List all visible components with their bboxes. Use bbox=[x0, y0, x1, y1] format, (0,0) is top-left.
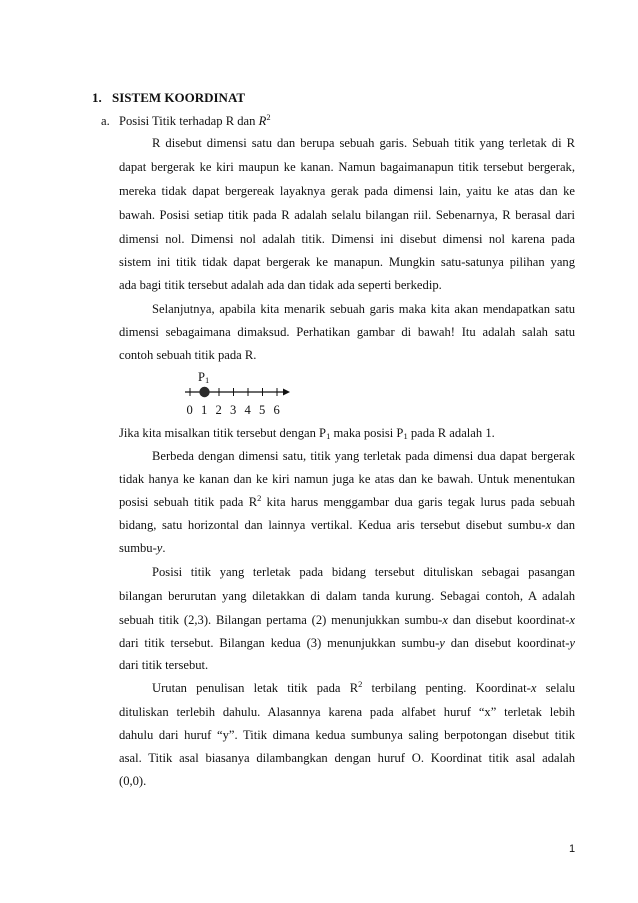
para6-line2: dituliskan terlebih dahulu. Alasannya karena pada alfabet huruf “x” terletak lebih bbox=[119, 705, 575, 719]
para1-line7: ada bagi titik tersebut adalah ada dan tidak ada seperti berkedip. bbox=[119, 278, 442, 292]
para4-line4: bidang, satu horizontal dan lainnya vertikal. Kedua aris tersebut disebut sumbu-x dan bbox=[119, 518, 575, 532]
tick-label: 6 bbox=[273, 403, 280, 417]
para5-line3: sebuah titik (2,3). Bilangan pertama (2) menunjukkan sumbu-x dan disebut koordinat-x bbox=[119, 613, 575, 627]
point-label: $P_1$ bbox=[198, 370, 210, 385]
para2-line1: Selanjutnya, apabila kita menarik sebuah garis maka kita akan mendapatkan satu bbox=[152, 302, 575, 316]
para5-line2: bilangan berurutan yang diletakkan di dalam tanda kurung. Sebagai contoh, A adalah bbox=[119, 589, 575, 603]
para3-line: Jika kita misalkan titik tersebut dengan $P_1$ maka posisi $P_1$ pada R adalah 1. bbox=[119, 426, 495, 441]
section-title: SISTEM KOORDINAT bbox=[112, 90, 246, 105]
para4-line3: posisi sebuah titik pada $R^2$ kita harus menggambar dua garis tegak lurus pada sebuah bbox=[119, 493, 575, 509]
tick-label: 4 bbox=[244, 403, 251, 417]
tick-label: 3 bbox=[230, 403, 237, 417]
para5-line5: dari titik tersebut. bbox=[119, 658, 209, 672]
para6-line4: asal. Titik asal biasanya dilambangkan dengan huruf O. Koordinat titik asal adalah bbox=[119, 751, 575, 765]
para2-line2: dimensi sebagaimana dimaksud. Perhatikan gambar di bawah! Itu adalah salah satu bbox=[119, 325, 575, 339]
subsection-title: Posisi Titik terhadap R dan $R^2$ bbox=[119, 112, 271, 128]
point-p1 bbox=[199, 387, 209, 397]
number-line-figure bbox=[180, 382, 310, 402]
para5-line4: dari titik tersebut. Bilangan kedua (3) menunjukkan sumbu-y dan disebut koordinat-y bbox=[119, 636, 576, 650]
para6-line3: dahulu dari huruf “y”. Titik dimana kedua sumbunya saling berpotongan disebut titik bbox=[119, 728, 575, 742]
page-number: 1 bbox=[569, 843, 576, 855]
subsection-marker: a. bbox=[101, 114, 110, 128]
tick-label: 2 bbox=[215, 403, 222, 417]
tick-label: 1 bbox=[201, 403, 208, 417]
number-line-arrow bbox=[283, 389, 290, 396]
para4-line5: sumbu-y. bbox=[119, 541, 166, 555]
para1-line3: mereka tidak dapat bergereak layaknya gerak pada dimensi lain, yaitu ke atas dan ke bbox=[119, 184, 575, 198]
tick-label: 0 bbox=[186, 403, 193, 417]
para2-line3: contoh sebuah titik pada R. bbox=[119, 348, 257, 362]
para1-line1: R disebut dimensi satu dan berupa sebuah garis. Sebuah titik yang terletak di R bbox=[152, 136, 575, 150]
para1-line4: bawah. Posisi setiap titik pada R adalah selalu bilangan riil. Sebenarnya, R berasal dari bbox=[119, 208, 575, 222]
para5-line1: Posisi titik yang terletak pada bidang tersebut dituliskan sebagai pasangan bbox=[152, 565, 575, 579]
tick-label: 5 bbox=[259, 403, 266, 417]
para1-line6: sistem ini titik tidak dapat bergerak ke manapun. Mungkin satu-satunya pilihan yang bbox=[119, 255, 575, 269]
para6-line5: (0,0). bbox=[119, 774, 147, 788]
para6-line1: Urutan penulisan letak titik pada $R^2$ terbilang penting. Koordinat-x selalu bbox=[152, 679, 575, 695]
para1-line5: dimensi nol. Dimensi nol adalah titik. Dimensi ini disebut dimensi nol karena pada bbox=[119, 232, 575, 246]
para4-line2: tidak hanya ke kanan dan ke kiri namun juga ke atas dan ke bawah. Untuk menentukan bbox=[119, 472, 575, 486]
para1-line2: dapat bergerak ke kiri maupun ke kanan. Namun bagaimanapun titik tersebut bergerak, bbox=[119, 160, 575, 174]
para4-line1: Berbeda dengan dimensi satu, titik yang terletak pada dimensi dua dapat bergerak bbox=[152, 449, 575, 463]
section-number: 1. bbox=[92, 90, 102, 105]
